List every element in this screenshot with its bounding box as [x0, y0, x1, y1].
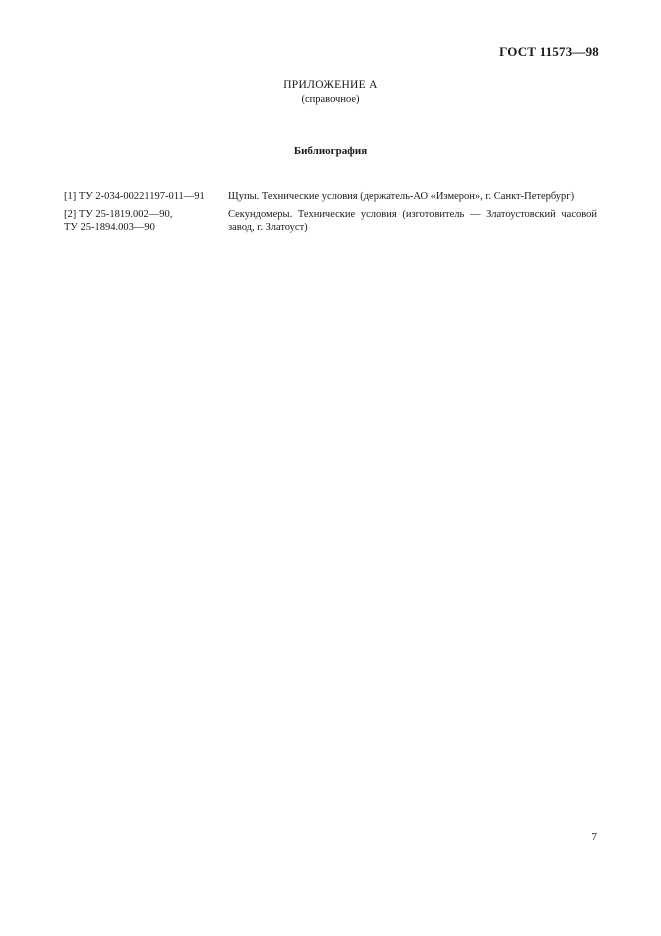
annex-note: (справочное) — [301, 94, 360, 105]
reference-line: [1] ТУ 2-034-00221197-011—91 — [64, 191, 205, 202]
document-code: ГОСТ 11573—98 — [499, 44, 599, 59]
bibliography-description: Щупы. Технические условия (держатель-АО «Измерон», г. Санкт-Петербург) — [228, 191, 575, 202]
bibliography-description: Секундомеры. Технические условия (изготовитель — Златоустовский часовой завод, г. Златоуст) — [228, 209, 597, 233]
bibliography-list — [64, 190, 597, 239]
reference-line: ТУ 25-1894.003—90 — [64, 222, 155, 233]
bibliography-reference — [64, 190, 228, 203]
bibliography-reference — [64, 208, 228, 234]
bibliography-entry — [64, 208, 597, 234]
page-number: 7 — [591, 831, 597, 843]
annex-title: ПРИЛОЖЕНИЕ А — [283, 79, 378, 91]
bibliography-title: Библиография — [293, 145, 368, 157]
bibliography-entry — [64, 190, 597, 203]
reference-line: [2] ТУ 25-1819.002—90, — [64, 209, 173, 220]
